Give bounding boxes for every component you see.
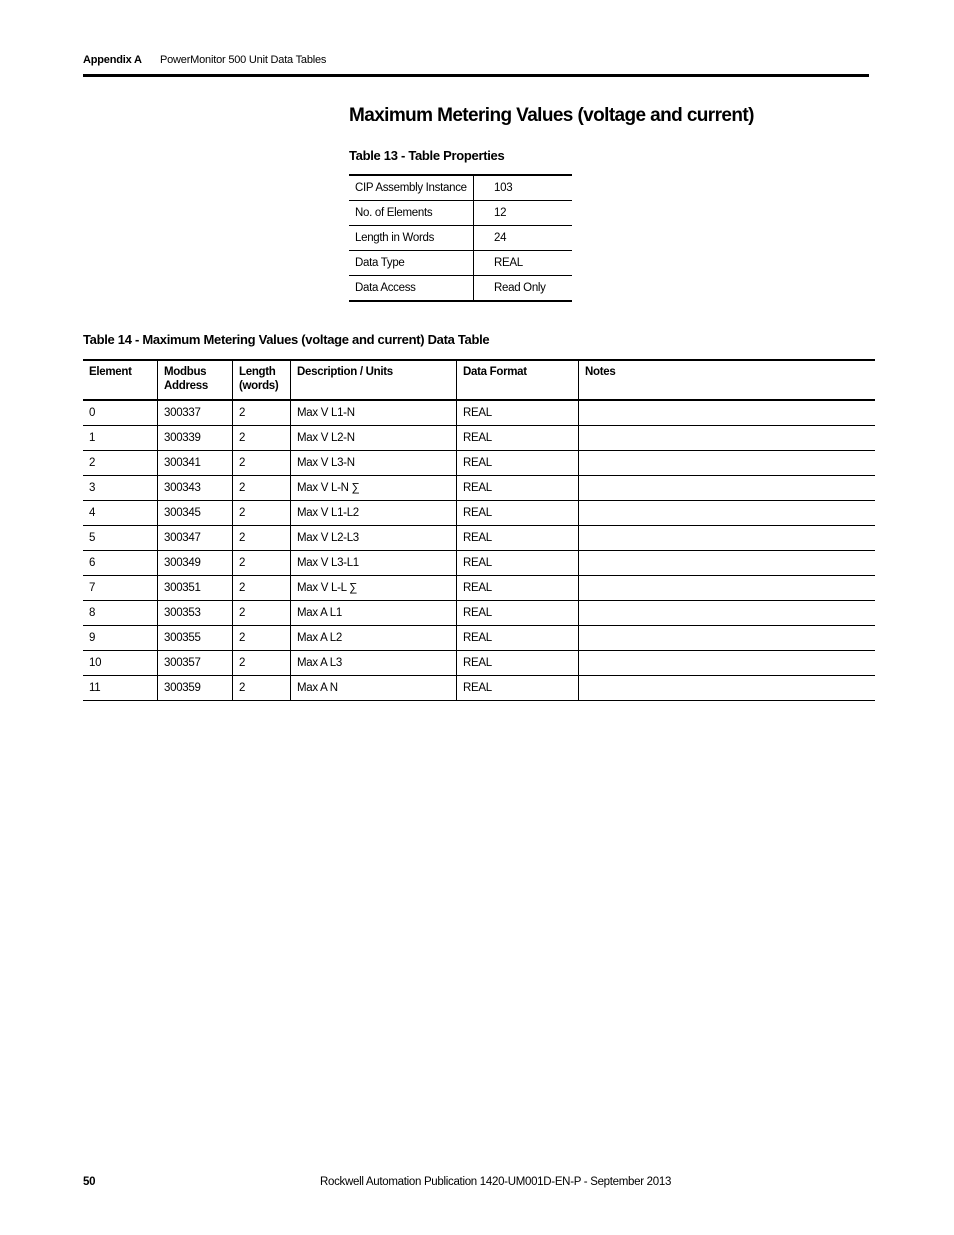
cell-description: Max V L2-N: [291, 426, 457, 451]
table-row: [83, 451, 875, 476]
col-header-description: Description / Units: [291, 360, 457, 400]
cell-notes: [579, 451, 876, 476]
col-header-element: Element: [83, 360, 158, 400]
cell-notes: [579, 551, 876, 576]
cell-data-format: REAL: [457, 476, 579, 501]
col-header-data-format: Data Format: [457, 360, 579, 400]
cell-description: Max V L3-N: [291, 451, 457, 476]
cell-length: 2: [233, 476, 291, 501]
cell-description: Max A L1: [291, 601, 457, 626]
property-row: [349, 175, 572, 201]
property-key: CIP Assembly Instance: [349, 175, 474, 201]
property-value: REAL: [474, 251, 573, 276]
col-header-length: Length (words): [233, 360, 291, 400]
cell-element: 9: [83, 626, 158, 651]
cell-description: Max A L3: [291, 651, 457, 676]
cell-element: 5: [83, 526, 158, 551]
cell-description: Max V L1-N: [291, 400, 457, 426]
cell-data-format: REAL: [457, 626, 579, 651]
cell-length: 2: [233, 451, 291, 476]
cell-element: 3: [83, 476, 158, 501]
cell-modbus-address: 300343: [158, 476, 233, 501]
cell-modbus-address: 300339: [158, 426, 233, 451]
header-divider: [83, 74, 869, 77]
cell-length: 2: [233, 601, 291, 626]
cell-notes: [579, 501, 876, 526]
property-key: No. of Elements: [349, 201, 474, 226]
cell-notes: [579, 426, 876, 451]
cell-notes: [579, 526, 876, 551]
table-properties: [349, 174, 572, 302]
cell-length: 2: [233, 576, 291, 601]
table-row: [83, 476, 875, 501]
table-row: [83, 426, 875, 451]
cell-element: 10: [83, 651, 158, 676]
cell-length: 2: [233, 426, 291, 451]
cell-modbus-address: 300341: [158, 451, 233, 476]
publication-info: Rockwell Automation Publication 1420-UM001D-EN-P - September 2013: [320, 1176, 672, 1188]
table-row: [83, 626, 875, 651]
cell-element: 0: [83, 400, 158, 426]
cell-data-format: REAL: [457, 551, 579, 576]
property-value: 103: [474, 175, 573, 201]
cell-length: 2: [233, 676, 291, 701]
cell-length: 2: [233, 501, 291, 526]
property-key: Data Access: [349, 276, 474, 302]
cell-description: Max V L1-L2: [291, 501, 457, 526]
data-table: [83, 359, 875, 701]
col-header-modbus-address: Modbus Address: [158, 360, 233, 400]
property-value: Read Only: [494, 282, 546, 294]
table-header-row: [83, 360, 875, 400]
cell-modbus-address: 300357: [158, 651, 233, 676]
cell-modbus-address: 300359: [158, 676, 233, 701]
property-key: Length in Words: [349, 226, 474, 251]
cell-modbus-address: 300351: [158, 576, 233, 601]
cell-modbus-address: 300337: [158, 400, 233, 426]
cell-data-format: REAL: [457, 426, 579, 451]
table13-caption: Table 13 - Table Properties: [349, 148, 505, 163]
cell-notes: [579, 476, 876, 501]
cell-data-format: REAL: [457, 501, 579, 526]
cell-description: Max V L2-L3: [291, 526, 457, 551]
property-value: 24: [474, 226, 573, 251]
property-key: Data Type: [349, 251, 474, 276]
cell-data-format: REAL: [457, 526, 579, 551]
table-row: [83, 551, 875, 576]
cell-length: 2: [233, 526, 291, 551]
cell-element: 7: [83, 576, 158, 601]
table-row: [83, 651, 875, 676]
cell-description: Max V L-N ∑: [291, 476, 457, 501]
cell-element: 2: [83, 451, 158, 476]
property-row: [349, 251, 572, 276]
cell-notes: [579, 601, 876, 626]
cell-data-format: REAL: [457, 601, 579, 626]
cell-element: 8: [83, 601, 158, 626]
cell-notes: [579, 676, 876, 701]
page-title: Maximum Metering Values (voltage and current): [349, 105, 754, 126]
cell-modbus-address: 300355: [158, 626, 233, 651]
section-title: PowerMonitor 500 Unit Data Tables: [160, 54, 327, 66]
cell-element: 11: [83, 676, 158, 701]
cell-notes: [579, 400, 876, 426]
cell-data-format: REAL: [457, 651, 579, 676]
cell-element: 4: [83, 501, 158, 526]
cell-notes: [579, 576, 876, 601]
cell-length: 2: [233, 551, 291, 576]
cell-length: 2: [233, 626, 291, 651]
cell-data-format: REAL: [457, 451, 579, 476]
cell-length: 2: [233, 651, 291, 676]
table-row: [83, 400, 875, 426]
cell-description: Max V L-L ∑: [291, 576, 457, 601]
col-header-notes: Notes: [579, 360, 876, 400]
cell-length: 2: [233, 400, 291, 426]
page-header: [83, 52, 868, 74]
table-row: [83, 601, 875, 626]
table-row: [83, 576, 875, 601]
page-number: 50: [83, 1176, 96, 1188]
table-row: [83, 501, 875, 526]
cell-description: Max A N: [291, 676, 457, 701]
table14-caption: Table 14 - Maximum Metering Values (voltage and current) Data Table: [83, 332, 490, 347]
cell-modbus-address: 300349: [158, 551, 233, 576]
property-value: 12: [474, 201, 573, 226]
property-row: [349, 226, 572, 251]
cell-description: Max V L3-L1: [291, 551, 457, 576]
cell-data-format: REAL: [457, 676, 579, 701]
cell-element: 6: [83, 551, 158, 576]
cell-data-format: REAL: [457, 576, 579, 601]
cell-modbus-address: 300345: [158, 501, 233, 526]
cell-element: 1: [83, 426, 158, 451]
table-row: [83, 526, 875, 551]
appendix-label: Appendix A: [83, 54, 142, 66]
cell-data-format: REAL: [457, 400, 579, 426]
cell-notes: [579, 626, 876, 651]
cell-description: Max A L2: [291, 626, 457, 651]
property-row: [349, 201, 572, 226]
table-row: [83, 676, 875, 701]
cell-modbus-address: 300347: [158, 526, 233, 551]
cell-notes: [579, 651, 876, 676]
property-row: [349, 276, 572, 302]
cell-modbus-address: 300353: [158, 601, 233, 626]
